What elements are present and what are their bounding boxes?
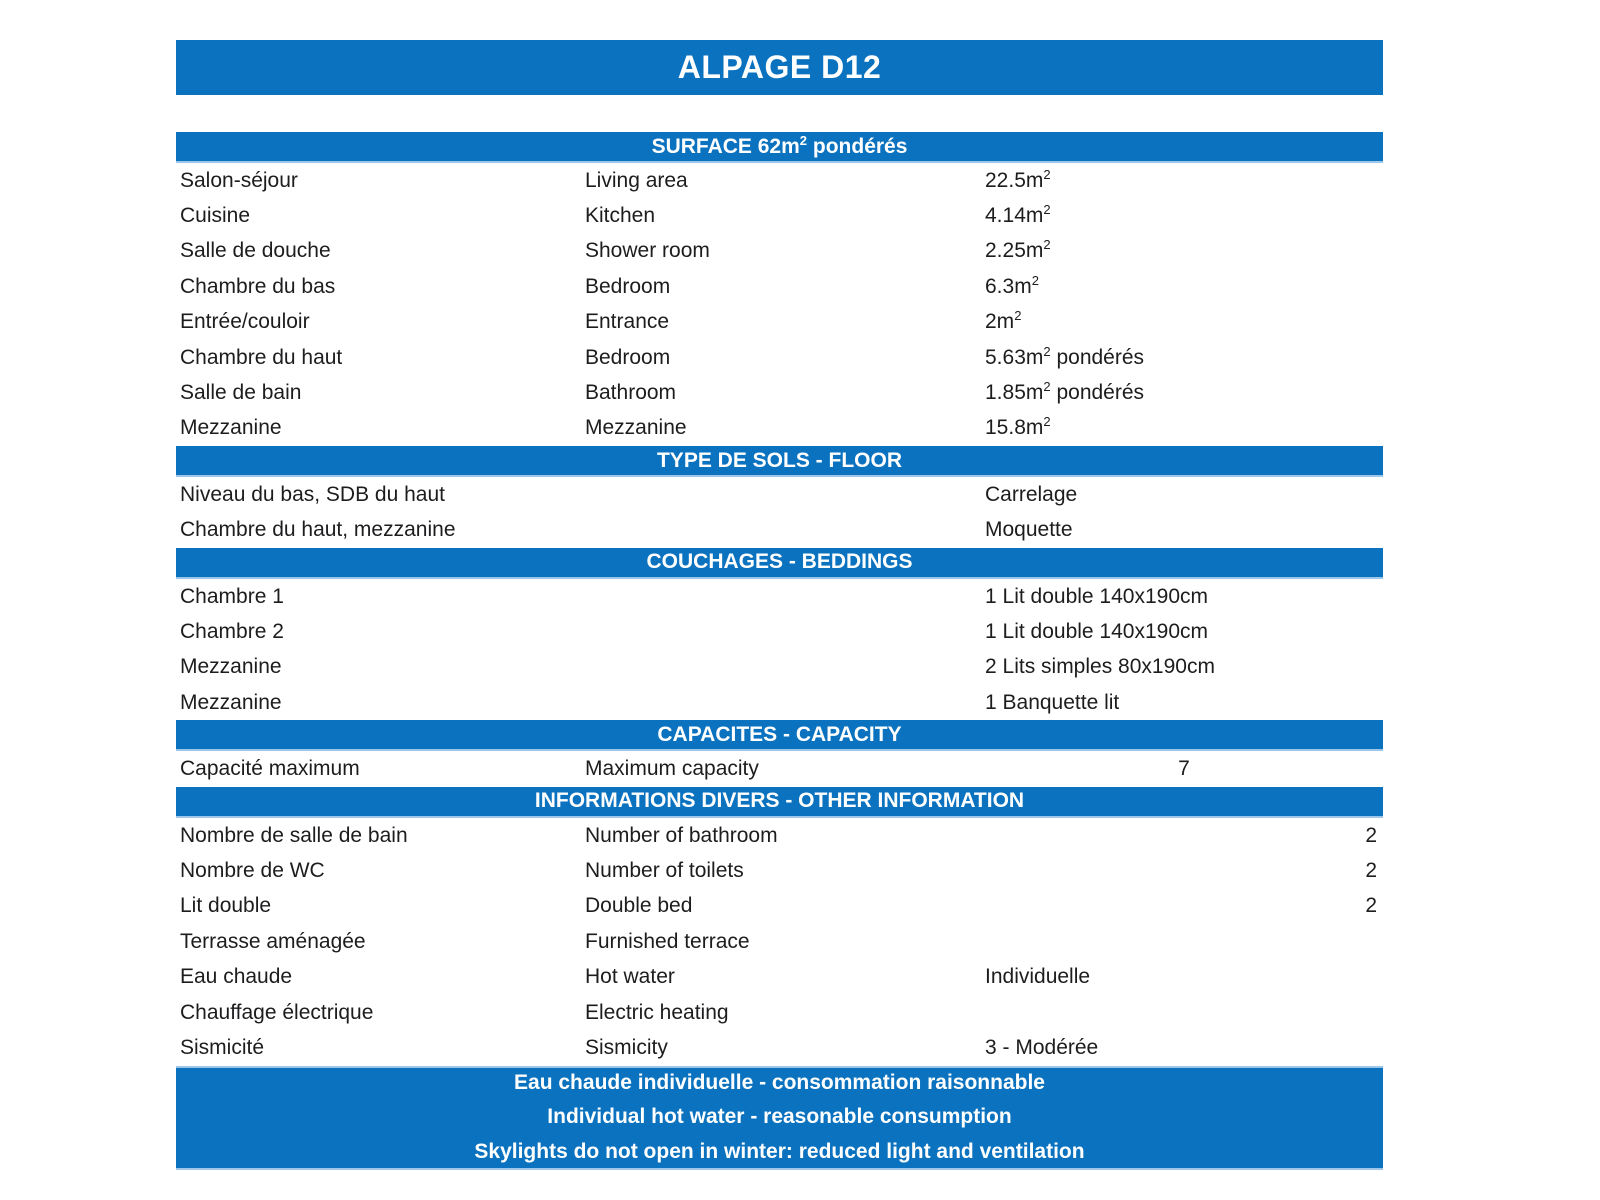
table-row [176, 924, 1383, 959]
section-header-floors [176, 446, 1383, 477]
table-row [176, 411, 1383, 446]
row-label-en: Number of bathroom [585, 823, 778, 847]
row-label-fr: Chambre 1 [180, 584, 284, 608]
row-label-en: Living area [585, 168, 688, 192]
row-value: 2 Lits simples 80x190cm [985, 655, 1215, 679]
section-header-other-label: INFORMATIONS DIVERS - OTHER INFORMATION [534, 789, 1025, 813]
row-value: Carrelage [985, 482, 1078, 506]
page-title: ALPAGE D12 [677, 49, 882, 85]
table-row [176, 751, 1383, 786]
row-label-en: Hot water [585, 965, 675, 989]
row-value: $15.8m^2$ [985, 414, 1051, 440]
table-row [176, 477, 1383, 512]
section-header-floors-label: TYPE DE SOLS - FLOOR [656, 448, 903, 472]
row-label-fr: Chambre 2 [180, 619, 284, 643]
table-row [176, 305, 1383, 340]
row-label-en: Kitchen [585, 204, 656, 228]
row-label-en: Double bed [585, 894, 693, 918]
row-label-fr: Chauffage électrique [180, 1000, 374, 1024]
table-row [176, 269, 1383, 304]
row-label-fr: Salle de bain [180, 381, 302, 405]
table-row [176, 889, 1383, 924]
row-value: $2m^2$ [985, 308, 1022, 334]
section-header-surface [176, 132, 1383, 163]
footer-note-line: Eau chaude individuelle - consommation raisonnable [514, 1070, 1045, 1094]
row-count: 2 [1365, 894, 1377, 918]
row-value: 7 [1178, 757, 1190, 781]
row-label-en: Electric heating [585, 1000, 729, 1024]
row-label-fr: Chambre du haut [180, 345, 343, 369]
section-header-capacity-label: CAPACITES - CAPACITY [657, 722, 902, 746]
row-label-fr: Mezzanine [180, 655, 282, 679]
row-label-fr: Salle de douche [180, 239, 331, 263]
section-header-other [176, 787, 1383, 818]
footer-note-line: Individual hot water - reasonable consumption [547, 1105, 1012, 1129]
row-label-fr: Mezzanine [180, 690, 282, 714]
row-label-en: Sismicity [585, 1035, 668, 1059]
row-value: Individuelle [985, 965, 1091, 989]
table-row [176, 163, 1383, 198]
row-label-fr: Entrée/couloir [180, 310, 310, 334]
row-label-en: Furnished terrace [585, 929, 750, 953]
title-bar [176, 40, 1383, 95]
row-label-fr: Cuisine [180, 204, 251, 228]
row-label-en: Maximum capacity [585, 757, 759, 781]
row-value: 1 Lit double 140x190cm [985, 619, 1208, 643]
table-row [176, 959, 1383, 994]
table-row [176, 650, 1383, 685]
row-label-fr: Chambre du bas [180, 274, 336, 298]
table-row [176, 614, 1383, 649]
row-value: $5.63m^2$ pondérés [985, 343, 1145, 369]
row-label-fr: Lit double [180, 894, 272, 918]
table-row [176, 853, 1383, 888]
section-header-beddings [176, 548, 1383, 579]
table-row [176, 995, 1383, 1030]
table-row [176, 375, 1383, 410]
row-label-fr: Terrasse aménagée [180, 929, 366, 953]
table-row [176, 234, 1383, 269]
section-header-capacity [176, 720, 1383, 751]
row-label-fr: Capacité maximum [180, 757, 360, 781]
row-label-fr: Nombre de WC [180, 858, 325, 882]
row-label-fr: Chambre du haut, mezzanine [180, 518, 456, 542]
row-label-fr: Mezzanine [180, 416, 282, 440]
row-label-fr: Salon-séjour [180, 168, 298, 192]
table-row [176, 579, 1383, 614]
row-label-en: Mezzanine [585, 416, 687, 440]
sheet-content [176, 40, 1383, 1170]
row-count: 2 [1365, 858, 1377, 882]
table-row [176, 340, 1383, 375]
row-value: 1 Banquette lit [985, 690, 1120, 714]
row-value: $1.85m^2$ pondérés [985, 379, 1145, 405]
table-row [176, 685, 1383, 720]
row-label-en: Shower room [585, 239, 710, 263]
row-value: $22.5m^2$ [985, 166, 1051, 192]
footer-note-line: Skylights do not open in winter: reduced light and ventilation [474, 1139, 1085, 1163]
table-row [176, 1030, 1383, 1065]
row-label-fr: Nombre de salle de bain [180, 823, 408, 847]
row-value: 3 - Modérée [985, 1035, 1099, 1059]
table-row [176, 198, 1383, 233]
row-value: $2.25m^2$ [985, 237, 1051, 263]
row-label-en: Bedroom [585, 274, 671, 298]
row-label-en: Bedroom [585, 345, 671, 369]
row-label-fr: Sismicité [180, 1035, 265, 1059]
row-label-en: Entrance [585, 310, 670, 334]
table-row [176, 513, 1383, 548]
row-value: Moquette [985, 518, 1073, 542]
row-value: $6.3m^2$ [985, 272, 1039, 298]
row-value: 1 Lit double 140x190cm [985, 584, 1208, 608]
row-count: 2 [1365, 823, 1377, 847]
row-label-en: Number of toilets [585, 858, 744, 882]
row-value: $4.14m^2$ [985, 202, 1051, 228]
row-label-fr: Niveau du bas, SDB du haut [180, 482, 446, 506]
section-header-surface-label: SURFACE $62m^2$ pondérés [651, 132, 908, 158]
footer-notes [176, 1066, 1383, 1170]
section-header-beddings-label: COUCHAGES - BEDDINGS [646, 550, 913, 574]
row-label-en: Bathroom [585, 381, 677, 405]
table-row [176, 818, 1383, 853]
row-label-fr: Eau chaude [180, 965, 293, 989]
